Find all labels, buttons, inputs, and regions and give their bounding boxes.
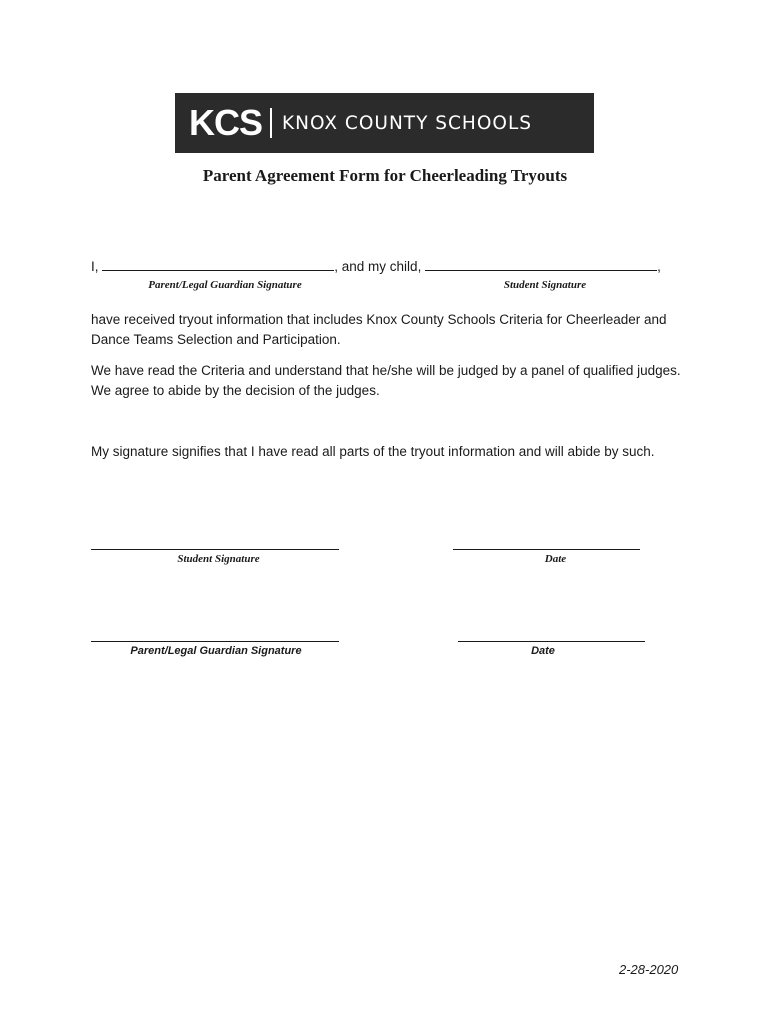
student-signature-line[interactable] <box>91 549 339 550</box>
paragraph-criteria: We have read the Criteria and understand that he/she will be judged by a panel of qualified judges. We agree to abide by the decision of the judges. <box>91 363 681 398</box>
footer-date: 2-28-2020 <box>619 962 679 977</box>
intro-suffix: , <box>657 259 661 274</box>
intro-line <box>91 259 661 274</box>
student-date-line[interactable] <box>453 549 640 550</box>
intro-prefix: I, <box>91 259 99 274</box>
child-name-field[interactable] <box>425 259 657 271</box>
parent-name-field[interactable] <box>102 259 334 271</box>
parent-date-label: Date <box>531 645 555 657</box>
kcs-logo <box>175 93 594 153</box>
parent-signature-line[interactable] <box>91 641 339 642</box>
intro-middle: , and my child, <box>334 259 422 274</box>
caption-student: Student Signature <box>503 279 587 291</box>
logo-mark: KCS <box>189 102 263 143</box>
logo-name: KNOX COUNTY SCHOOLS <box>282 112 533 134</box>
student-signature-label: Student Signature <box>177 553 260 565</box>
caption-parent: Parent/Legal Guardian Signature <box>148 279 302 291</box>
parent-signature-label: Parent/Legal Guardian Signature <box>130 645 302 657</box>
paragraph-signifies: My signature signifies that I have read all parts of the tryout information and will abide by such. <box>91 444 655 459</box>
student-date-label: Date <box>544 553 567 565</box>
logo-separator <box>270 108 272 138</box>
form-title: Parent Agreement Form for Cheerleading Tryouts <box>202 166 568 185</box>
parent-date-line[interactable] <box>458 641 645 642</box>
paragraph-received: have received tryout information that includes Knox County Schools Criteria for Cheerleader and Dance Teams Selection and Participation. <box>91 312 667 347</box>
